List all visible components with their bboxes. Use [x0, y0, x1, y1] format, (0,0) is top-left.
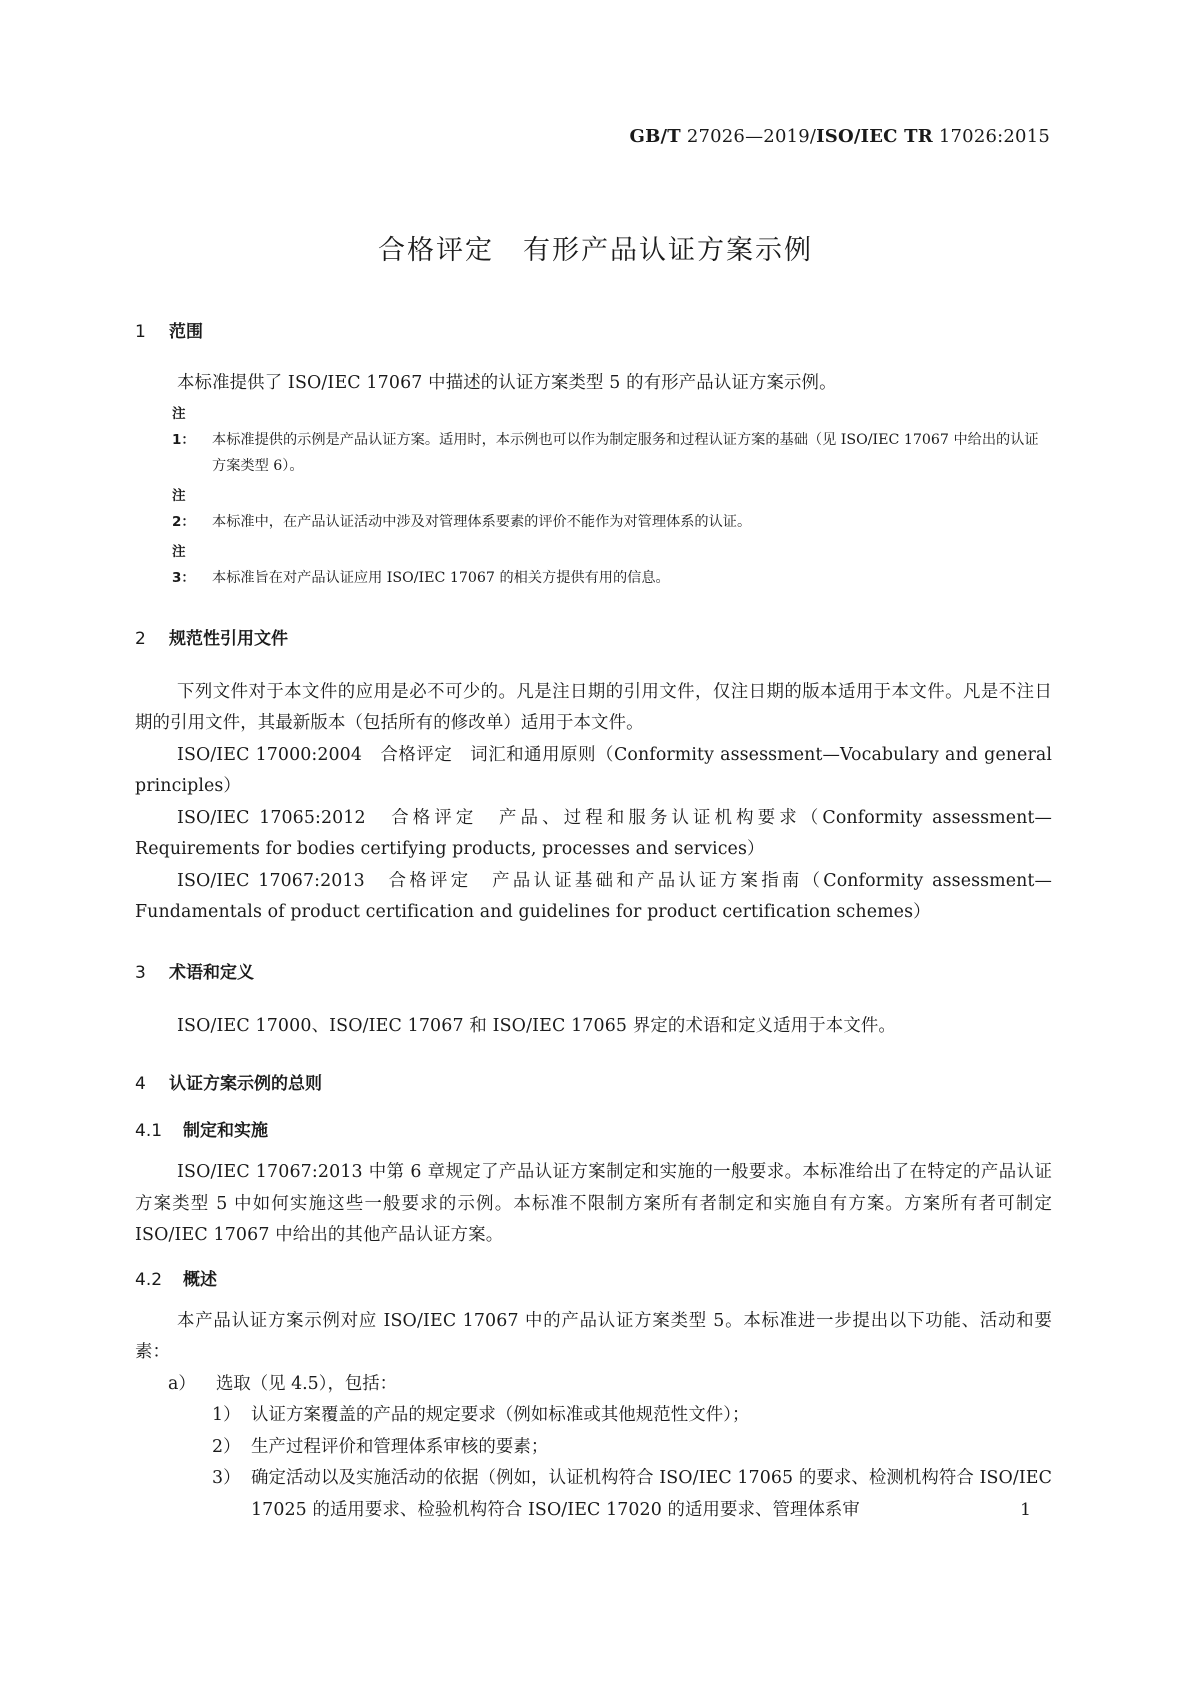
- section-4-heading: [135, 1070, 1052, 1098]
- std-code-iso: ISO/IEC TR: [816, 126, 933, 147]
- std-code-gb: GB/T: [629, 126, 681, 147]
- subsection-4-2-paragraph: 本产品认证方案示例对应 ISO/IEC 17067 中的产品认证方案类型 5。本标准进一步提出以下功能、活动和要素：: [135, 1310, 1052, 1362]
- list-subitem-3: [135, 1463, 1052, 1526]
- subsection-4-1-paragraph: ISO/IEC 17067:2013 中第 6 章规定了产品认证方案制定和实施的一般要求。本标准给出了在特定的产品认证方案类型 5 中如何实施这些一般要求的示例。本标准不限制方案所有者制定和实施自有方案。方案所有者可制定 ISO/IEC 17067 中给出的其他产品认证方案。: [135, 1162, 1052, 1245]
- list-marker: a）: [168, 1373, 196, 1394]
- list-subitem-1: [135, 1400, 1052, 1432]
- document-body: [135, 318, 1052, 1526]
- section-1-heading: [135, 318, 1052, 346]
- list-marker: 3）: [212, 1468, 241, 1488]
- note-3: [135, 539, 1052, 591]
- normative-reference: ISO/IEC 17065:2012 合格评定 产品、过程和服务认证机构要求（Conformity assessment—Requirements for bodies certifying products, processes and services）: [135, 807, 1052, 859]
- normative-reference: ISO/IEC 17067:2013 合格评定 产品认证基础和产品认证方案指南（Conformity assessment—Fundamentals of product certification and guidelines for product certification schemes）: [135, 870, 1052, 922]
- subsection-4-1-heading: [135, 1117, 1052, 1145]
- note-label: 注 3：: [172, 543, 195, 586]
- list-item-text: 认证方案覆盖的产品的规定要求（例如标准或其他规范性文件）；: [251, 1405, 750, 1425]
- document-title: 合格评定 有形产品认证方案示例: [378, 235, 813, 266]
- list-marker: 2）: [212, 1436, 241, 1457]
- subsection-title: 制定和实施: [183, 1121, 268, 1141]
- subsection-number: 4.2: [135, 1269, 163, 1290]
- subsection-number: 4.1: [135, 1121, 163, 1141]
- note-label: 注 1：: [172, 405, 195, 448]
- section-number: 4: [135, 1074, 146, 1094]
- section-1-paragraph: 本标准提供了 ISO/IEC 17067 中描述的认证方案类型 5 的有形产品认证方案示例。: [177, 373, 837, 393]
- list-subitem-2: [135, 1432, 1052, 1464]
- section-2-heading: [135, 625, 1052, 653]
- list-item-text: 生产过程评价和管理体系审核的要素；: [251, 1436, 549, 1457]
- section-number: 3: [135, 962, 146, 983]
- section-3-heading: [135, 959, 1052, 987]
- list-item-text: 确定活动以及实施活动的依据（例如，认证机构符合 ISO/IEC 17065 的要求、检测机构符合 ISO/IEC 17025 的适用要求、检验机构符合 ISO/IEC 17020 的适用要求、管理体系审: [251, 1468, 1052, 1520]
- note-2: [135, 483, 1052, 535]
- subsection-4-2-heading: [135, 1266, 1052, 1294]
- subsection-title: 概述: [183, 1269, 217, 1290]
- std-code-year: 27026—2019/: [680, 126, 817, 147]
- list-item-a: [135, 1369, 1052, 1401]
- note-text: 本标准提供的示例是产品认证方案。适用时，本示例也可以作为制定服务和过程认证方案的基础（见 ISO/IEC 17067 中给出的认证方案类型 6）。: [212, 431, 1039, 474]
- section-2-paragraph: 下列文件对于本文件的应用是必不可少的。凡是注日期的引用文件，仅注日期的版本适用于本文件。凡是不注日期的引用文件，其最新版本（包括所有的修改单）适用于本文件。: [135, 681, 1052, 733]
- section-3-paragraph: ISO/IEC 17000、ISO/IEC 17067 和 ISO/IEC 17065 界定的术语和定义适用于本文件。: [177, 1015, 896, 1036]
- section-number: 2: [135, 628, 146, 649]
- note-text: 本标准旨在对产品认证应用 ISO/IEC 17067 的相关方提供有用的信息。: [212, 569, 670, 586]
- note-1: [135, 401, 1052, 479]
- std-code-iso-year: 17026:2015: [932, 126, 1050, 147]
- standard-number-header: [630, 126, 1050, 147]
- section-title: 术语和定义: [169, 962, 254, 983]
- section-title: 认证方案示例的总则: [169, 1074, 322, 1094]
- section-number: 1: [135, 322, 146, 342]
- note-label: 注 2：: [172, 487, 195, 530]
- normative-reference: ISO/IEC 17000:2004 合格评定 词汇和通用原则（Conformity assessment—Vocabulary and general principles）: [135, 744, 1052, 796]
- section-title: 规范性引用文件: [169, 628, 288, 649]
- note-text: 本标准中，在产品认证活动中涉及对管理体系要素的评价不能作为对管理体系的认证。: [212, 513, 752, 530]
- list-marker: 1）: [212, 1405, 241, 1425]
- list-item-text: 选取（见 4.5），包括：: [216, 1373, 398, 1394]
- section-title: 范围: [169, 322, 203, 342]
- page-number: 1: [1020, 1500, 1031, 1520]
